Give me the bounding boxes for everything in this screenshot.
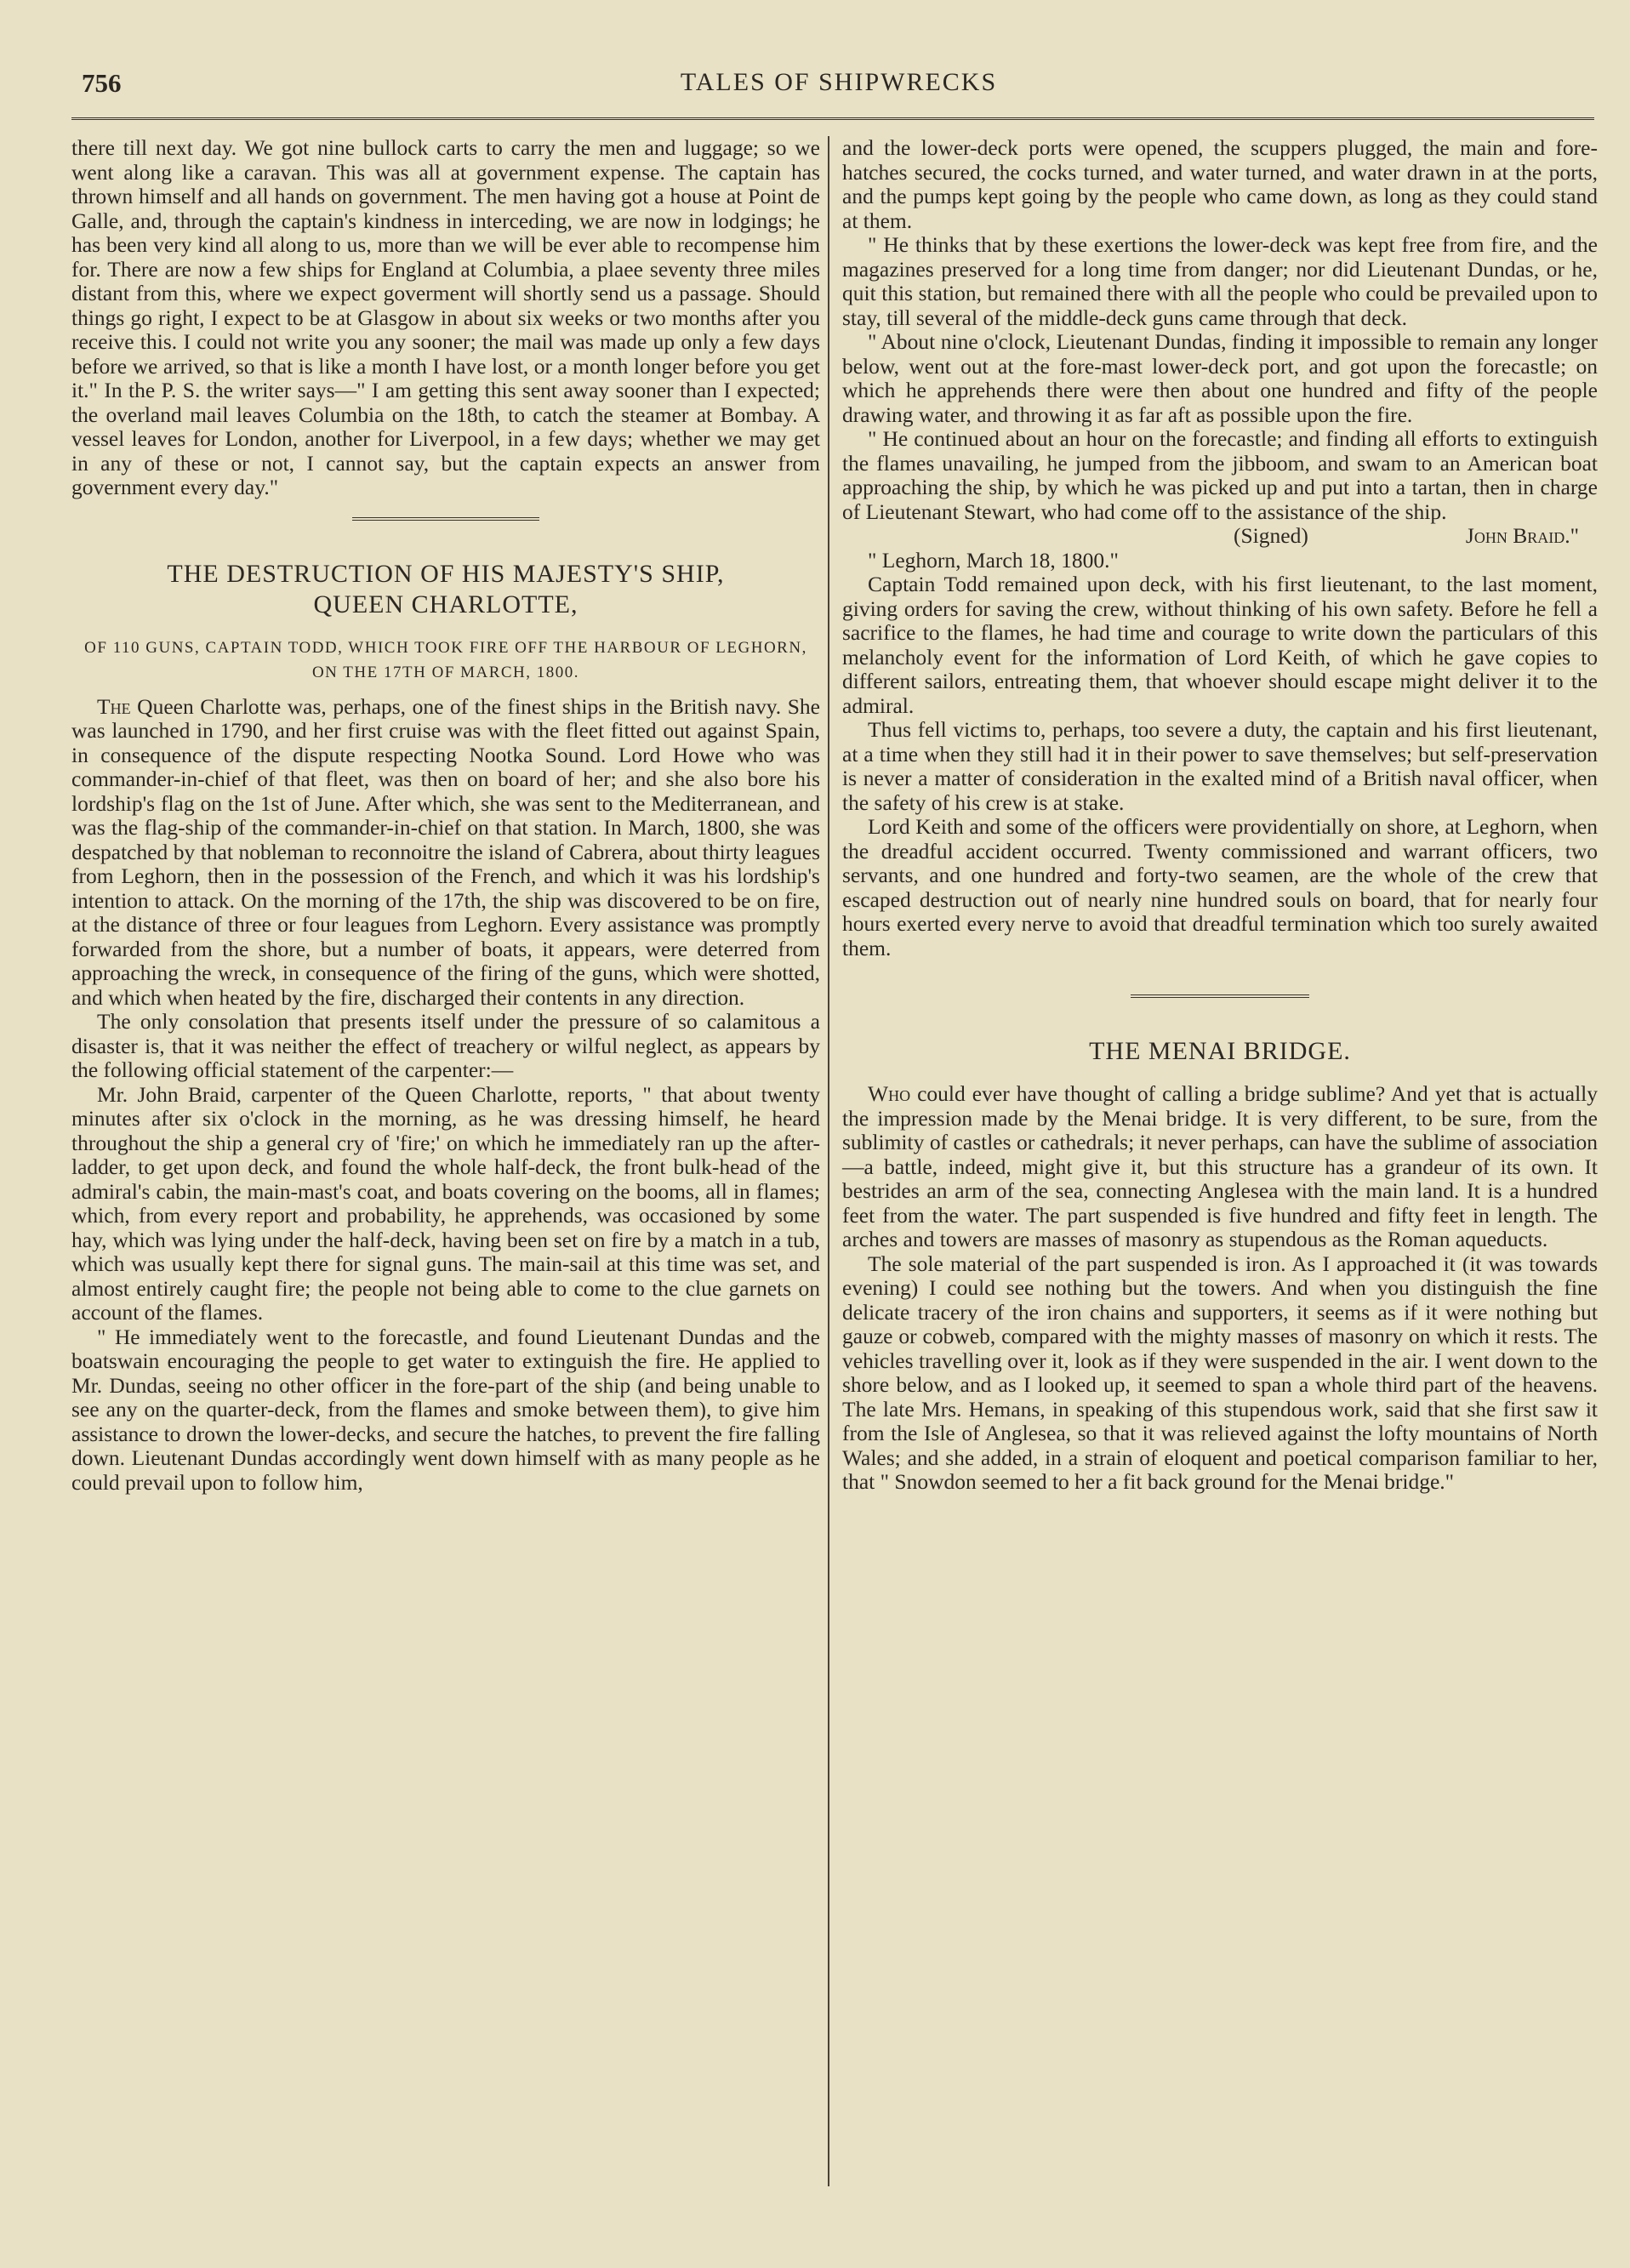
paragraph: Captain Todd remained upon deck, with his first lieutenant, to the last moment, giving orders for saving the crew, without thinking of his own safety. Before he fell a sacrifice to the flames, he had time and courage to write down the particulars of this melancholy event for the information of Lord Keith, of which he gave copies to different sailors, entreating them, that whoever should escape might deliver it to the admiral.	[842, 572, 1598, 718]
header-rule	[71, 117, 1594, 123]
paragraph: The only consolation that presents itself under the pressure of so calamitous a disaster is, that it was neither the effect of treachery or wilful neglect, as appears by the following official statement of the carpenter:—	[71, 1009, 820, 1082]
left-column	[71, 136, 820, 1495]
signed-label: (Signed)	[1234, 523, 1308, 548]
paragraph	[842, 1082, 1598, 1252]
paragraph: Thus fell victims to, perhaps, too severe a duty, the captain and his first lieutenant, at a time when they still had it in their power to save themselves; but self-preservation is never a matter of consideration in the exalted mind of a British naval officer, when the safety of his crew is at stake.	[842, 717, 1598, 815]
section-separator	[1131, 994, 1309, 1002]
paragraph	[71, 695, 820, 1011]
article-title-line: THE DESTRUCTION OF HIS MAJESTY'S SHIP,	[167, 559, 725, 588]
dateline: " Leghorn, March 18, 1800."	[868, 547, 1119, 573]
page-header	[82, 68, 1596, 119]
signature-line	[842, 524, 1598, 549]
section-separator	[352, 517, 539, 525]
lead-word: The	[97, 693, 131, 719]
column-divider	[828, 136, 829, 2186]
lead-word: Who	[868, 1081, 911, 1106]
signed-name: John Braid."	[1465, 523, 1579, 548]
article-subtitle: OF 110 GUNS, CAPTAIN TODD, WHICH TOOK FIRE OFF THE HARBOUR OF LEGHORN, ON THE 17TH OF MARCH, 1800.	[84, 638, 807, 681]
article-title-line: QUEEN CHARLOTTE,	[313, 590, 578, 618]
paragraph-text: could ever have thought of calling a bridge sublime? And yet that is actually the impression made by the Menai bridge. It is very different, to be sure, from the sublimity of castles or cathedrals; it never perhaps, can have the sublime of association—a battle, indeed, might give it, but this structure has a grandeur of its own. It bestrides an arm of the sea, connecting Anglesea with the main land. It is a hundred feet from the water. The part suspended is five hundred and fifty feet in length. The arches and towers are masses of masonry as stupendous as the Roman aqueducts.	[842, 1081, 1598, 1251]
right-column	[842, 136, 1598, 1495]
article-title	[71, 559, 820, 620]
paragraph: " About nine o'clock, Lieutenant Dundas, finding it impossible to remain any longer below, went out at the fore-mast lower-deck port, and got upon the forecastle; on which he apprehends there were then about one hundred and fifty of the people drawing water, and throwing it as far aft as possible upon the fire.	[842, 329, 1598, 427]
paragraph: " He continued about an hour on the forecastle; and finding all efforts to extinguish the flames unavailing, he jumped from the jibboom, and swam to an American boat approaching the ship, by which he was picked up and put into a tartan, then in charge of Lieutenant Stewart, who had come off to the assistance of the ship.	[842, 426, 1598, 524]
bridge-article-title: THE MENAI BRIDGE.	[1089, 1037, 1351, 1065]
continued-paragraph: there till next day. We got nine bullock carts to carry the men and luggage; so we went along like a caravan. This was all at government expense. The captain has thrown himself and all hands on government. The men having got a house at Point de Galle, and, through the captain's kindness in interceding, we are now in lodgings; he has been very kind all along to us, more than we will be ever able to recompense him for. There are now a few ships for England at Columbia, a plaee seventy three miles distant from this, where we expect goverment will shortly send us a passage. Should things go right, I expect to be at Glasgow in about six weeks or two months after you receive this. I could not write you any sooner; the mail was made up only a few days before we arrived, so that is like a month I have lost, or a month longer before you get it." In the P. S. the writer says—" I am getting this sent away sooner than I expected; the overland mail leaves Columbia on the 18th, to catch the steamer at Bombay. A vessel leaves for London, another for Liverpool, in a few days; whether we may get in any of these or not, I cannot say, but the captain expects an answer from government every day."	[71, 135, 820, 499]
paragraph-text: Queen Charlotte was, perhaps, one of the finest ships in the British navy. She was launched in 1790, and her first cruise was with the fleet fitted out against Spain, in consequence of the dispute respecting Nootka Sound. Lord Howe who was commander-in-chief of that fleet, was then on board of her; and she also bore his lordship's flag on the 1st of June. After which, she was sent to the Mediterranean, and was the flag-ship of the commander-in-chief on that station. In March, 1800, she was despatched by that nobleman to reconnoitre the island of Cabrera, about thirty leagues from Leghorn, then in the possession of the French, and which it was his lordship's intention to attack. On the morning of the 17th, the ship was discovered to be on fire, at the distance of three or four leagues from Leghorn. Every assistance was promptly forwarded from the shore, but a number of boats, it appears, were deterred from approaching the wreck, in consequence of the firing of the guns, which were shotted, and which when heated by the fire, discharged their contents in any direction.	[71, 693, 820, 1010]
running-title: TALES OF SHIPWRECKS	[680, 68, 998, 96]
paragraph: " He thinks that by these exertions the lower-deck was kept free from fire, and the magazines preserved for a long time from danger; nor did Lieutenant Dundas, or he, quit this station, but remained there with all the people who could be prevailed upon to stay, till several of the middle-deck guns came through that deck.	[842, 232, 1598, 330]
page-number: 756	[82, 68, 122, 98]
paragraph: Lord Keith and some of the officers were providentially on shore, at Leghorn, when the dreadful accident occurred. Twenty commissioned and warrant officers, two servants, and one hundred and forty-two seamen, are the whole of the crew that escaped destruction out of nearly nine hundred souls on board, that for nearly four hours exerted every nerve to avoid that dreadful termination which too surely awaited them.	[842, 814, 1598, 960]
paragraph: " He immediately went to the forecastle, and found Lieutenant Dundas and the boatswain encouraging the people to get water to extinguish the fire. He applied to Mr. Dundas, seeing no other officer in the fore-part of the ship (and being unable to see any on the quarter-deck, from the flames and smoke between them), to give him assistance to drown the lower-decks, and secure the hatches, to prevent the fire falling down. Lieutenant Dundas accordingly went down himself with as many people as he could prevail upon to follow him,	[71, 1324, 820, 1495]
continued-paragraph: and the lower-deck ports were opened, the scuppers plugged, the main and fore-hatches secured, the cocks turned, and water turned, and water drawn in at the ports, and the pumps kept going by the people who came down, as long as they could stand at them.	[842, 135, 1598, 233]
paragraph: Mr. John Braid, carpenter of the Queen Charlotte, reports, " that about twenty minutes after six o'clock in the morning, as he was dressing himself, he heard throughout the ship a general cry of 'fire;' on which he immediately ran up the after-ladder, to get upon deck, and found the whole half-deck, the front bulk-head of the admiral's cabin, the main-mast's coat, and boats covering on the booms, all in flames; which, from every report and probability, he apprehends, was occasioned by some hay, which was lying under the half-deck, having been set on fire by a match in a tub, which was usually kept there for signal guns. The main-sail at this time was set, and almost entirely caught fire; the people not being able to come to the clue garnets on account of the flames.	[71, 1081, 820, 1325]
paragraph: The sole material of the part suspended is iron. As I approached it (it was towards evening) I could see nothing but the towers. And when you distinguish the fine delicate tracery of the iron chains and supporters, it seems as if it were nothing but gauze or cobweb, compared with the mighty masses of masonry on which it rests. The vehicles travelling over it, look as if they were suspended in the air. I went down to the shore below, and as I looked up, it seemed to span a whole third part of the heavens. The late Mrs. Hemans, in speaking of this stupendous work, said that she first saw it from the Isle of Anglesea, so that it was relieved against the lofty mountains of North Wales; and she added, in a strain of eloquent and poetical comparison familiar to her, that " Snowdon seemed to her a fit back ground for the Menai bridge."	[842, 1251, 1598, 1494]
